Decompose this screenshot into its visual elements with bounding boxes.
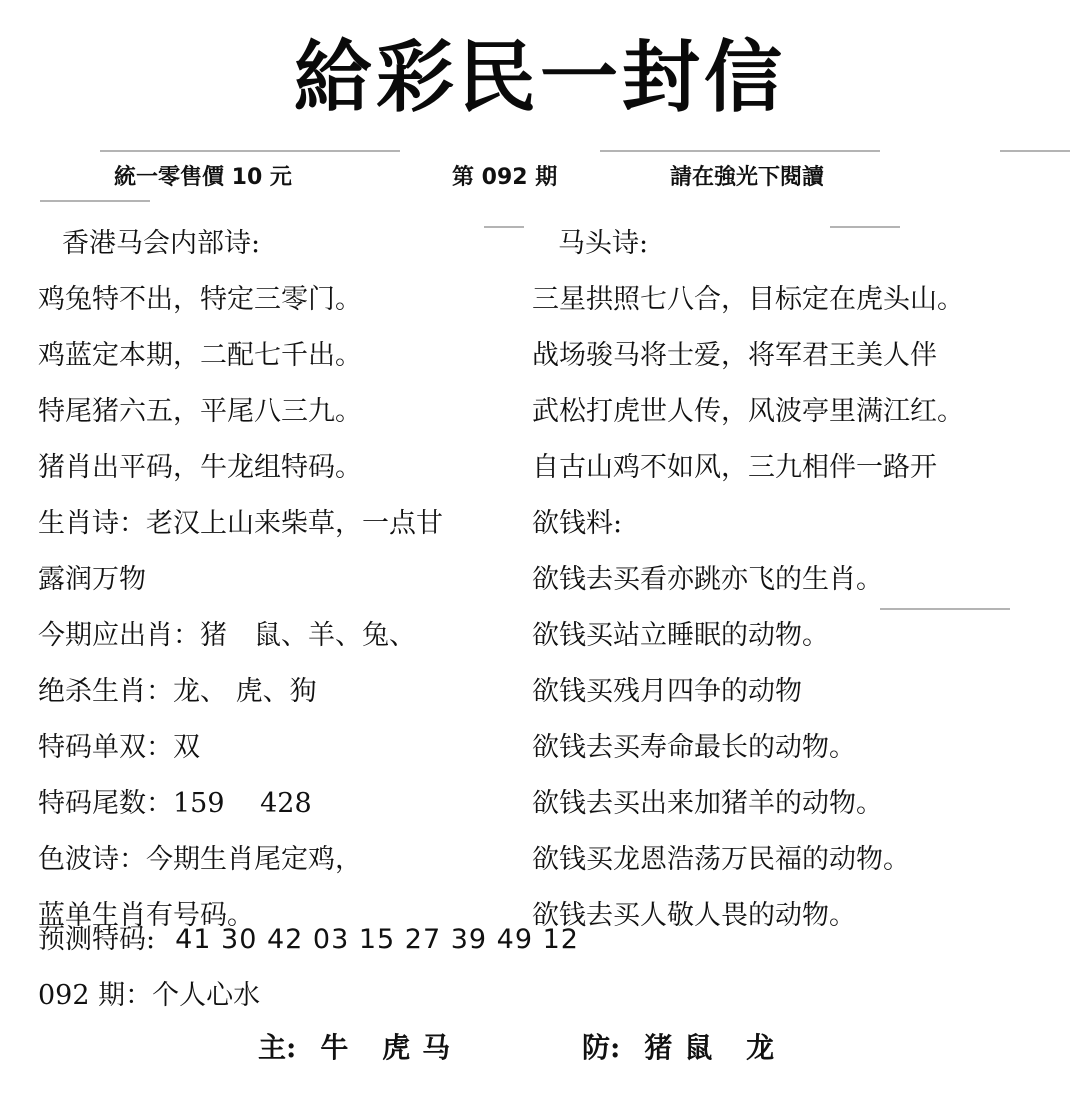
- print-artifact-line: [40, 200, 150, 202]
- prediction-label: 预测特码:: [38, 924, 156, 955]
- left-line: 蓝单生肖有号码。: [38, 900, 254, 931]
- right-line: 欲钱去买寿命最长的动物。: [532, 732, 856, 763]
- left-line: 特码单双：双: [38, 732, 200, 763]
- left-line: 特码尾数：159 428: [38, 788, 312, 819]
- right-line: 欲钱料:: [532, 508, 623, 539]
- right-line: 三星拱照七八合，目标定在虎头山。: [532, 284, 964, 315]
- right-column: [532, 216, 1052, 944]
- left-column: [38, 216, 518, 944]
- left-column-heading: 香港马会内部诗:: [62, 228, 261, 259]
- footer-main-picks: [258, 1022, 462, 1074]
- right-line: 欲钱去买人敬人畏的动物。: [532, 900, 856, 931]
- page-title: 給彩民一封信: [293, 33, 786, 123]
- prediction-numbers: 41 30 42 03 15 27 39 49 12: [175, 924, 579, 955]
- print-artifact-line: [600, 150, 880, 152]
- left-line: 今期应出肖：猪 鼠、羊、兔、: [38, 620, 416, 651]
- footer-guard-value: 猪鼠 龙: [644, 1031, 787, 1064]
- print-artifact-line: [100, 150, 400, 152]
- right-line: 欲钱买残月四争的动物: [532, 676, 802, 707]
- left-line: 鸡兔特不出，特定三零门。: [38, 284, 362, 315]
- left-line: 绝杀生肖：龙、 虎、狗: [38, 676, 317, 707]
- right-line: 欲钱去买看亦跳亦飞的生肖。: [532, 564, 883, 595]
- right-line: 武松打虎世人传，风波亭里满江红。: [532, 396, 964, 427]
- prediction-row: [38, 912, 579, 968]
- header-read-hint: 請在強光下閱讀: [670, 165, 825, 190]
- right-line: 欲钱买龙恩浩荡万民福的动物。: [532, 844, 910, 875]
- header-price: 統一零售價 10 元: [114, 165, 292, 190]
- issue-note: 092 期：个人心水: [38, 980, 261, 1011]
- right-line: 欲钱去买出来加猪羊的动物。: [532, 788, 883, 819]
- footer-main-label: 主:: [258, 1031, 297, 1064]
- left-line: 猪肖出平码，牛龙组特码。: [38, 452, 362, 483]
- left-line: 露润万物: [38, 564, 146, 595]
- footer-guard-picks: [582, 1022, 786, 1074]
- left-line: 色波诗：今期生肖尾定鸡，: [38, 844, 362, 875]
- print-artifact-line: [1000, 150, 1070, 152]
- right-column-heading: 马头诗:: [558, 228, 649, 259]
- right-line: 战场骏马将士爱，将军君王美人伴: [532, 340, 937, 371]
- footer-main-value: 牛 虎马: [320, 1031, 463, 1064]
- right-line: 自古山鸡不如风，三九相伴一路开: [532, 452, 937, 483]
- footer-guard-label: 防:: [582, 1031, 621, 1064]
- right-line: 欲钱买站立睡眠的动物。: [532, 620, 829, 651]
- left-line: 特尾猪六五，平尾八三九。: [38, 396, 362, 427]
- left-line: 鸡蓝定本期，二配七千出。: [38, 340, 362, 371]
- header-issue-number: 第 092 期: [452, 165, 558, 190]
- left-line: 生肖诗：老汉上山来柴草，一点甘: [38, 508, 443, 539]
